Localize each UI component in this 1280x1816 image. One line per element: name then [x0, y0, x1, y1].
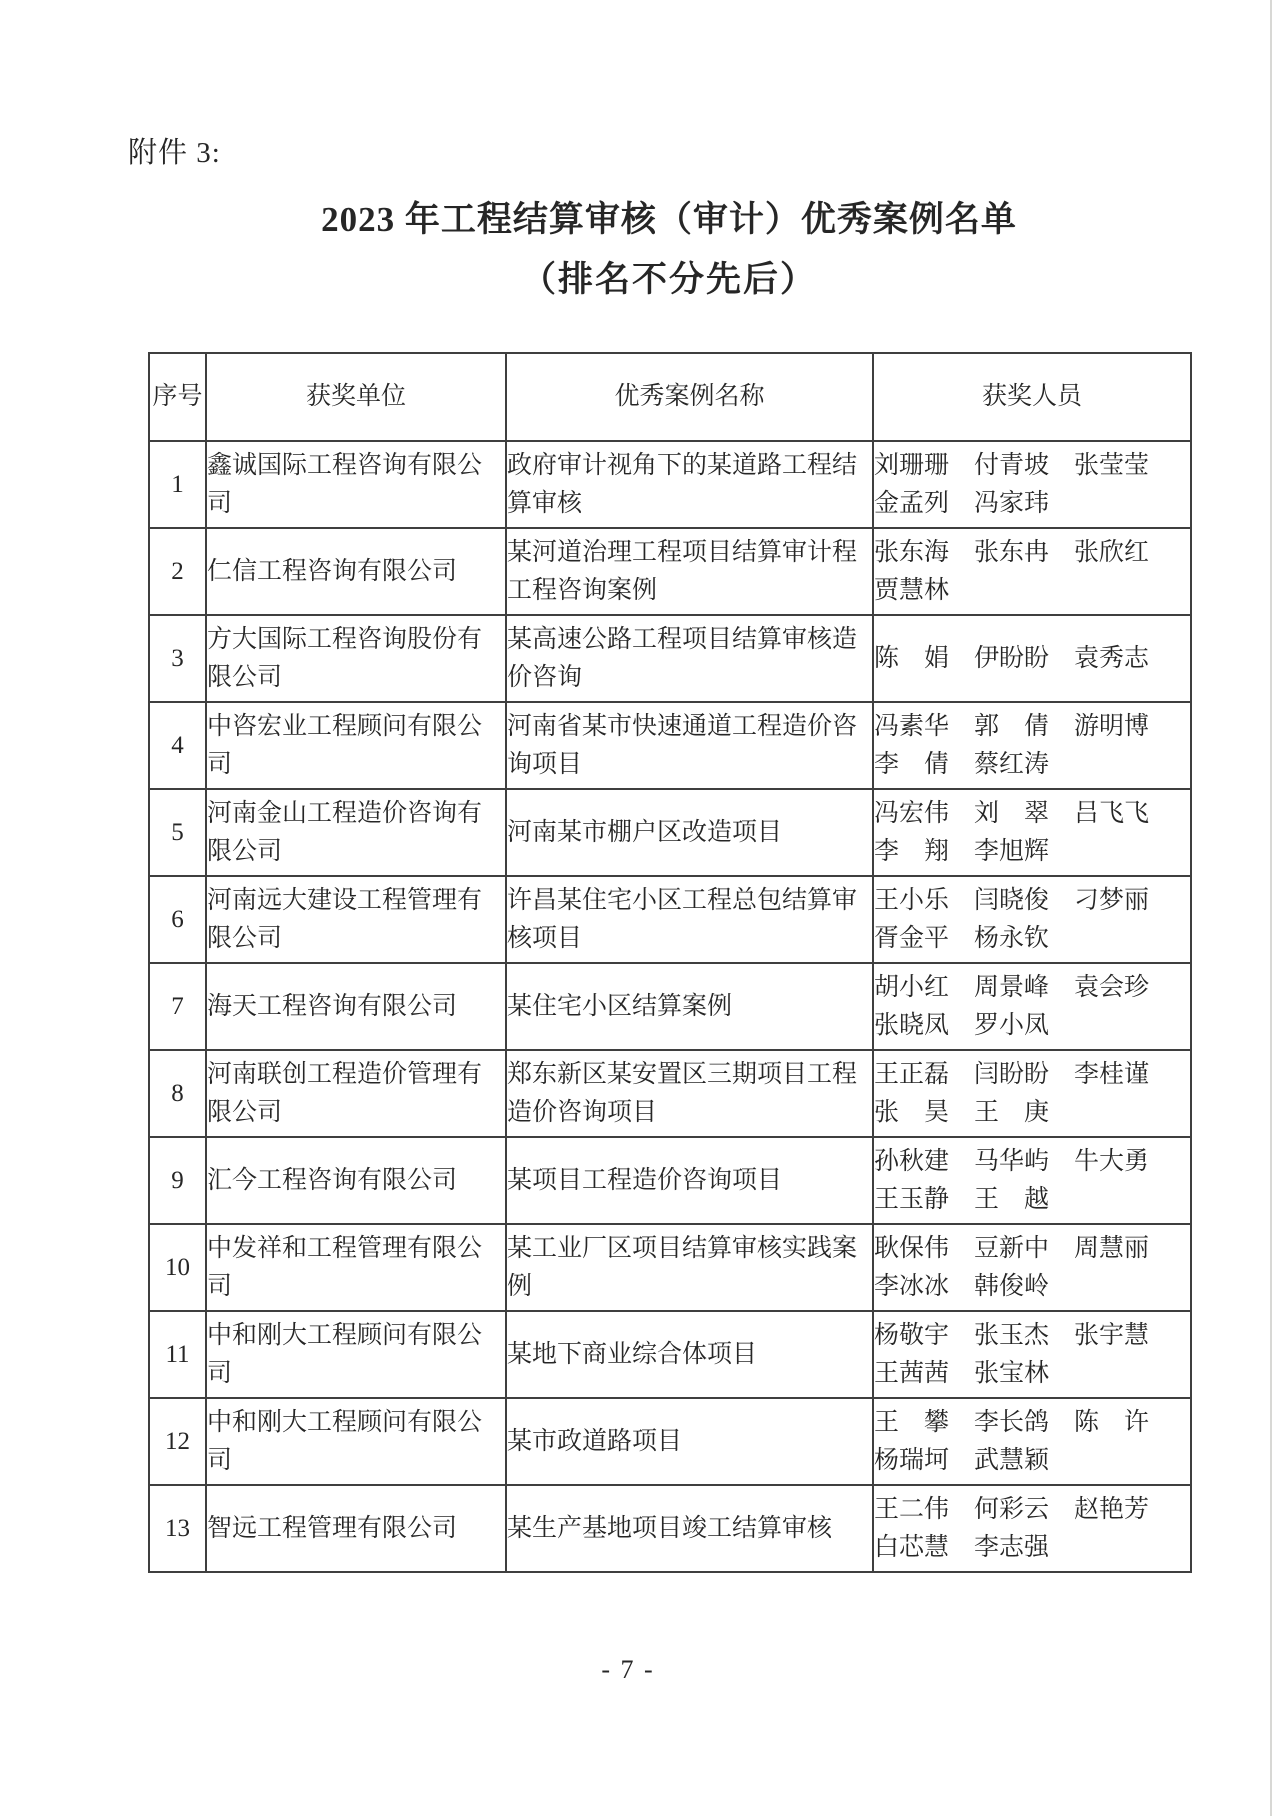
- awarded-people-line: 金孟列 冯家玮: [874, 489, 1050, 517]
- awarded-people-line: 李冰冰 韩俊岭: [874, 1272, 1050, 1300]
- awarded-people-line: 胥金平 杨永钦: [874, 924, 1050, 952]
- awarded-people-line: 张晓凤 罗小凤: [874, 1011, 1050, 1039]
- row-index-cell: 2: [149, 528, 206, 615]
- awarded-people-line: 孙秋建 马华屿 牛大勇: [874, 1147, 1150, 1175]
- row-index-cell: 12: [149, 1398, 206, 1485]
- row-index-cell: 4: [149, 702, 206, 789]
- table-row: [149, 1398, 1191, 1485]
- case-name-cell: 某项目工程造价咨询项目: [506, 1137, 873, 1224]
- awarded-people-line: 杨敬宇 张玉杰 张宇慧: [874, 1321, 1150, 1349]
- awarded-people-line: 冯宏伟 刘 翠 吕飞飞: [874, 799, 1150, 827]
- col-header-index: 序号: [149, 353, 206, 441]
- awarded-people-line: 李 翔 李旭辉: [874, 837, 1050, 865]
- case-name-cell: 某高速公路工程项目结算审核造价咨询: [506, 615, 873, 702]
- awarded-unit-cell: 河南远大建设工程管理有限公司: [206, 876, 506, 963]
- awarded-people-line: 王小乐 闫晓俊 刁梦丽: [874, 886, 1150, 914]
- table-row: [149, 1224, 1191, 1311]
- awarded-people-line: 王玉静 王 越: [874, 1185, 1050, 1213]
- page-subtitle: （排名不分先后）: [520, 260, 817, 299]
- table-row: [149, 528, 1191, 615]
- row-index-cell: 8: [149, 1050, 206, 1137]
- awarded-people-line: 陈 娟 伊盼盼 袁秀志: [874, 644, 1150, 672]
- awarded-people-line: 杨瑞坷 武慧颖: [874, 1446, 1050, 1474]
- table-row: [149, 1485, 1191, 1572]
- case-name-cell: 某工业厂区项目结算审核实践案例: [506, 1224, 873, 1311]
- awarded-people-line: 张 昊 王 庚: [874, 1098, 1050, 1126]
- col-header-unit: 获奖单位: [206, 353, 506, 441]
- table-row: [149, 702, 1191, 789]
- awarded-people-line: 刘珊珊 付青坡 张莹莹: [874, 451, 1150, 479]
- case-name-cell: 河南省某市快速通道工程造价咨询项目: [506, 702, 873, 789]
- awarded-people-line: 胡小红 周景峰 袁会珍: [874, 973, 1150, 1001]
- case-name-cell: 政府审计视角下的某道路工程结算审核: [506, 441, 873, 528]
- awarded-people-cell: [873, 1050, 1191, 1137]
- case-name-cell: 某市政道路项目: [506, 1398, 873, 1485]
- awarded-people-cell: [873, 1311, 1191, 1398]
- table-row: [149, 876, 1191, 963]
- awarded-people-cell: [873, 528, 1191, 615]
- awarded-people-cell: [873, 1398, 1191, 1485]
- page-title: 2023 年工程结算审核（审计）优秀案例名单: [321, 200, 1017, 239]
- case-name-cell: 郑东新区某安置区三期项目工程造价咨询项目: [506, 1050, 873, 1137]
- row-index-cell: 3: [149, 615, 206, 702]
- awarded-people-cell: [873, 441, 1191, 528]
- awarded-people-line: 王正磊 闫盼盼 李桂谨: [874, 1060, 1150, 1088]
- table-row: [149, 963, 1191, 1050]
- awarded-unit-cell: 汇今工程咨询有限公司: [206, 1137, 506, 1224]
- scan-artifact-line: [1270, 0, 1272, 1816]
- awarded-unit-cell: 河南金山工程造价咨询有限公司: [206, 789, 506, 876]
- awarded-unit-cell: 海天工程咨询有限公司: [206, 963, 506, 1050]
- awarded-people-line: 冯素华 郭 倩 游明博: [874, 712, 1150, 740]
- row-index-cell: 6: [149, 876, 206, 963]
- case-name-cell: 许昌某住宅小区工程总包结算审核项目: [506, 876, 873, 963]
- header-row: [149, 353, 1191, 441]
- table-row: [149, 615, 1191, 702]
- table-row: [149, 1050, 1191, 1137]
- col-header-people: 获奖人员: [873, 353, 1191, 441]
- awarded-people-line: 王茜茜 张宝林: [874, 1359, 1050, 1387]
- case-name-cell: 某住宅小区结算案例: [506, 963, 873, 1050]
- awards-table-body: [149, 441, 1191, 1572]
- awarded-unit-cell: 中和刚大工程顾问有限公司: [206, 1311, 506, 1398]
- awarded-people-cell: [873, 876, 1191, 963]
- awarded-people-line: 王 攀 李长鸽 陈 许: [874, 1408, 1150, 1436]
- table-row: [149, 441, 1191, 528]
- table-row: [149, 789, 1191, 876]
- case-name-cell: 某河道治理工程项目结算审计程工程咨询案例: [506, 528, 873, 615]
- awarded-people-line: 李 倩 蔡红涛: [874, 750, 1050, 778]
- awarded-unit-cell: 中和刚大工程顾问有限公司: [206, 1398, 506, 1485]
- col-header-case: 优秀案例名称: [506, 353, 873, 441]
- awarded-people-cell: [873, 702, 1191, 789]
- awarded-people-cell: [873, 1224, 1191, 1311]
- case-name-cell: 某生产基地项目竣工结算审核: [506, 1485, 873, 1572]
- awarded-people-line: 耿保伟 豆新中 周慧丽: [874, 1234, 1150, 1262]
- awards-table-header: [149, 353, 1191, 441]
- awarded-unit-cell: 河南联创工程造价管理有限公司: [206, 1050, 506, 1137]
- awarded-unit-cell: 智远工程管理有限公司: [206, 1485, 506, 1572]
- awards-table: [148, 352, 1192, 1573]
- row-index-cell: 7: [149, 963, 206, 1050]
- awarded-unit-cell: 中发祥和工程管理有限公司: [206, 1224, 506, 1311]
- page-number: - 7 -: [601, 1655, 655, 1684]
- awarded-people-line: 张东海 张东冉 张欣红: [874, 538, 1150, 566]
- row-index-cell: 1: [149, 441, 206, 528]
- awarded-people-line: 白芯慧 李志强: [874, 1533, 1050, 1561]
- awarded-unit-cell: 仁信工程咨询有限公司: [206, 528, 506, 615]
- case-name-cell: 某地下商业综合体项目: [506, 1311, 873, 1398]
- attachment-label: 附件 3:: [128, 137, 221, 169]
- row-index-cell: 13: [149, 1485, 206, 1572]
- awarded-people-line: 贾慧林: [874, 576, 950, 604]
- awarded-unit-cell: 中咨宏业工程顾问有限公司: [206, 702, 506, 789]
- awarded-people-cell: [873, 1485, 1191, 1572]
- row-index-cell: 5: [149, 789, 206, 876]
- awarded-people-line: 王二伟 何彩云 赵艳芳: [874, 1495, 1150, 1523]
- awarded-people-cell: [873, 963, 1191, 1050]
- row-index-cell: 11: [149, 1311, 206, 1398]
- awarded-unit-cell: 鑫诚国际工程咨询有限公司: [206, 441, 506, 528]
- awarded-unit-cell: 方大国际工程咨询股份有限公司: [206, 615, 506, 702]
- awarded-people-cell: [873, 1137, 1191, 1224]
- row-index-cell: 9: [149, 1137, 206, 1224]
- row-index-cell: 10: [149, 1224, 206, 1311]
- table-row: [149, 1311, 1191, 1398]
- awarded-people-cell: [873, 789, 1191, 876]
- table-row: [149, 1137, 1191, 1224]
- awarded-people-cell: [873, 615, 1191, 702]
- case-name-cell: 河南某市棚户区改造项目: [506, 789, 873, 876]
